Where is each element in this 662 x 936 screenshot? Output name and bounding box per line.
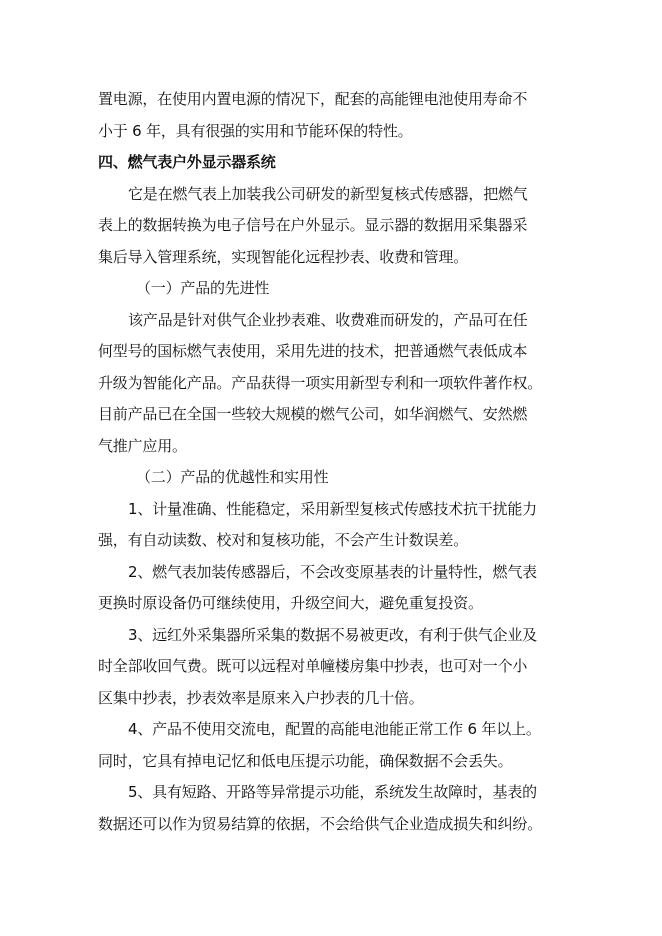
text-line: 2、燃气表加装传感器后，不会改变原基表的计量特性，燃气表 <box>128 562 537 581</box>
text-line: 3、远红外采集器所采集的数据不易被更改，有利于供气企业及 <box>128 625 537 644</box>
text-line: 升级为智能化产品。产品获得一项实用新型专利和一项软件著作权。 <box>98 373 543 392</box>
text-line: 同时，它具有掉电记忆和低电压提示功能，确保数据不会丢失。 <box>98 751 513 770</box>
text-line: 小于 6 年，具有很强的实用和节能环保的特性。 <box>98 121 413 140</box>
text-line: 4、产品不使用交流电，配置的高能电池能正常工作 6 年以上。 <box>128 720 541 738</box>
text-line: 更换时原设备仍可继续使用，升级空间大，避免重复投资。 <box>98 594 483 612</box>
text-line: 区集中抄表，抄表效率是原来入户抄表的几十倍。 <box>98 688 424 707</box>
text-line: 时全部收回气费。既可以远程对单幢楼房集中抄表，也可对一个小 <box>98 657 528 675</box>
text-line: 置电源，在使用内置电源的情况下，配套的高能锂电池使用寿命不 <box>98 90 528 108</box>
subsection-heading: （一）产品的先进性 <box>136 279 270 297</box>
text-line: 强，有自动读数、校对和复核功能，不会产生计数误差。 <box>98 531 469 549</box>
text-line: 该产品是针对供气企业抄表难、收费难而研发的，产品可在任 <box>128 310 528 329</box>
body-text <box>98 84 568 840</box>
text-line: 气推广应用。 <box>98 436 187 455</box>
text-line: 5、具有短路、开路等异常提示功能，系统发生故障时，基表的 <box>128 783 537 801</box>
text-line: 它是在燃气表上加装我公司研发的新型复核式传感器，把燃气 <box>128 184 528 203</box>
text-line: 表上的数据转换为电子信号在户外显示。显示器的数据用采集器采 <box>98 216 528 234</box>
text-line: 何型号的国标燃气表使用，采用先进的技术，把普通燃气表低成本 <box>98 342 528 360</box>
text-line: 集后导入管理系统，实现智能化远程抄表、收费和管理。 <box>98 247 469 266</box>
text-line: 目前产品已在全国一些较大规模的燃气公司，如华润燃气、安然燃 <box>98 405 528 423</box>
text-line: 数据还可以作为贸易结算的依据，不会给供气企业造成损失和纠纷。 <box>98 814 543 833</box>
text-line: 1、计量准确、性能稳定，采用新型复核式传感技术抗干扰能力 <box>128 499 537 518</box>
subsection-heading: （二）产品的优越性和实用性 <box>136 468 329 486</box>
section-heading: 四、燃气表户外显示器系统 <box>98 153 276 171</box>
